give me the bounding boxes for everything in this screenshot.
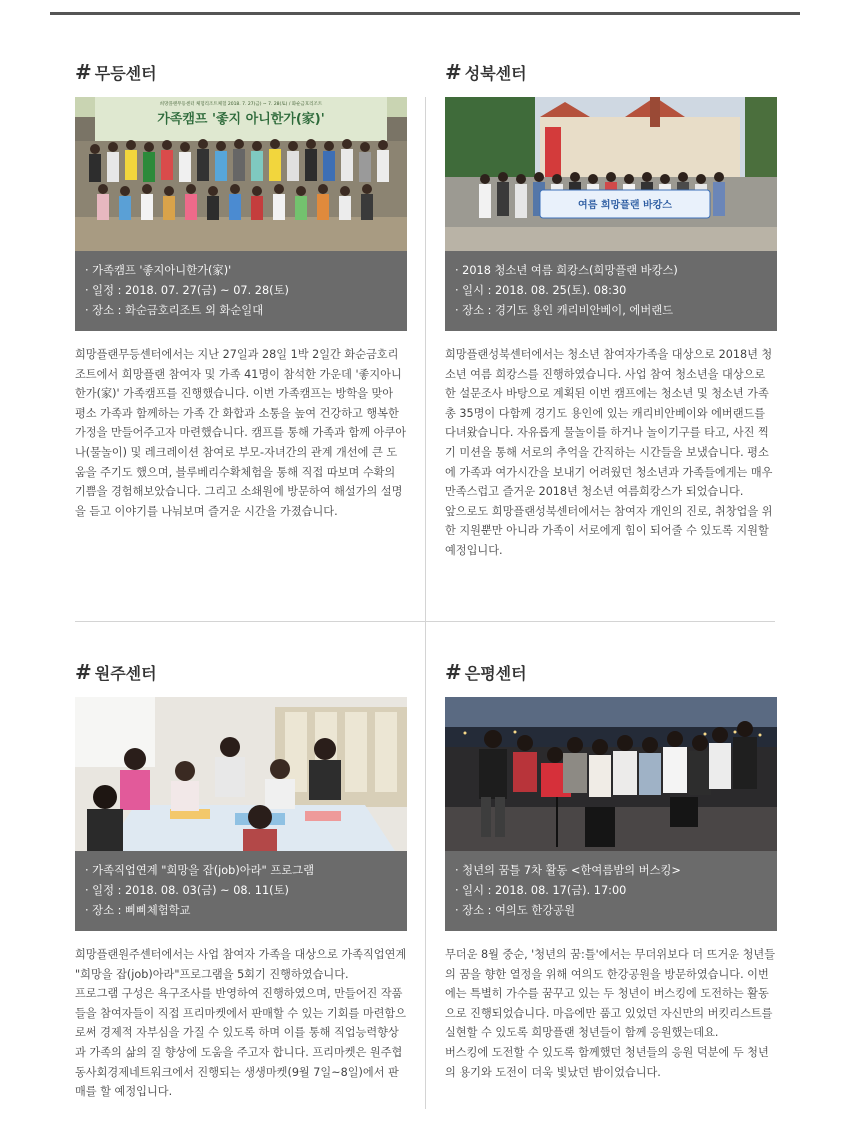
article-paragraph: 희망플랜성북센터에서는 청소년 참여자가족을 대상으로 2018년 청소년 여름 희캉스를 진행하였습니다. 사업 참여 청소년을 대상으로 한 설문조사 바탕으로 계획된 이번 캠프에는 청소년 및 청소년 가족 총 35명이 다함께 경기도 용인에 있는 캐리비안베이와 에버랜드를 다녀왔습니다. 자유롭게 물놀이를 하거나 놀이기구를 타고, 사진 찍기 미션을 통해 서로의 추억을 간직하는 시간들을 보냈습니다. 평소에 가족과 여가시간을 보내기 어려웠던 청소년과 가족들에게는 매우 만족스럽고 즐거운 2018년 청소년 여름희캉스가 되었습니다. [445, 348, 773, 499]
photo-caption [75, 851, 407, 931]
caption-line: · 장소 : 화순금호리조트 외 화순일대 [85, 304, 264, 317]
section-wonju [75, 658, 407, 1102]
photo-busking-night [445, 697, 777, 851]
row-divider [75, 621, 775, 622]
article-paragraph: 버스킹에 도전할 수 있도록 함께했던 청년들의 응원 덕분에 두 청년의 용기와 도전이 더욱 빛났던 밤이었습니다. [445, 1045, 769, 1079]
caption-line: · 일시 : 2018. 08. 17(금). 17:00 [455, 884, 627, 897]
section-seongbuk [445, 58, 777, 561]
banner-top-text: 희망플랜무등센터 체험리조트체험 2018. 7. 27(금) ~ 7. 28(토) / 화순금호리조트 [159, 102, 323, 107]
caption-line: · 장소 : 여의도 한강공원 [455, 904, 575, 917]
article-body [445, 345, 777, 561]
section-eunpyeong [445, 658, 777, 1082]
hash-mark: # [75, 660, 92, 684]
section-mudeung [75, 58, 407, 521]
caption-line: · 일정 : 2018. 08. 03(금) ~ 08. 11(토) [85, 884, 289, 897]
caption-line: · 장소 : 삐삐체험학교 [85, 904, 191, 917]
family-camp-photo [75, 97, 407, 251]
caption-line: · 일시 : 2018. 08. 25(토). 08:30 [455, 284, 627, 297]
busking-night-photo [445, 697, 777, 851]
caption-line: · 청년의 꿈틀 7차 활동 <한여름밤의 버스킹> [455, 864, 681, 877]
hash-mark: # [75, 60, 92, 84]
section-title [75, 58, 407, 86]
top-rule [50, 12, 800, 15]
section-title [75, 658, 407, 686]
article-paragraph: 희망플랜원주센터에서는 사업 참여자 가족을 대상으로 가족직업연계 "희망을 잡(job)아라"프로그램을 5회기 진행하였습니다. [75, 948, 407, 981]
section-title-text: 원주센터 [94, 664, 157, 683]
caption-line: · 일정 : 2018. 07. 27(금) ~ 07. 28(토) [85, 284, 289, 297]
section-title-text: 성북센터 [464, 64, 527, 83]
article-paragraph: 희망플랜무등센터에서는 지난 27일과 28일 1박 2일간 화순금호리조트에서 희망플랜 참여자 및 가족 41명이 참석한 가운데 '좋지아니한가(家)' 가족캠프를 진행했습니다. 이번 가족캠프는 방학을 맞아 평소 가족과 함께하는 가족 간 화합과 소통을 높여 건강하고 행복한 가정을 만들어주고자 마련했습니다. 캠프를 통해 가족과 함께 아쿠아나(물놀이) 및 레크레이션 참여로 부모-자녀간의 관계 개선에 큰 도움을 주기도 했으며, 블루베리수확체험을 통해 직접 따보며 수확의 기쁨을 경험해보았습니다. 그리고 소쇄원에 방문하여 해설가의 설명을 듣고 이야기를 나눠보며 즐거운 시간을 가졌습니다. [75, 348, 407, 518]
caption-line: · 장소 : 경기도 용인 캐리비안베이, 에버랜드 [455, 304, 674, 317]
caption-line: · 가족캠프 '좋지아니한가(家)' [85, 264, 232, 277]
hash-mark: # [445, 660, 462, 684]
banner-main-text: 가족캠프 '좋지 아니한가(家)' [157, 112, 325, 127]
section-title [445, 658, 777, 686]
caption-line: · 2018 청소년 여름 희캉스(희망플랜 바캉스) [455, 264, 678, 277]
article-body [75, 945, 407, 1102]
summer-vacance-photo [445, 97, 777, 251]
photo-caption [75, 251, 407, 331]
article-body [75, 345, 407, 521]
banner-text: 여름 희망플랜 바캉스 [578, 200, 672, 211]
photo-family-camp [75, 97, 407, 251]
caption-line: · 가족직업연계 "희망을 잡(job)아라" 프로그램 [85, 864, 314, 877]
section-title-text: 은평센터 [464, 664, 527, 683]
photo-caption [445, 251, 777, 331]
article-paragraph: 프로그램 구성은 욕구조사를 반영하여 진행하였으며, 만들어진 작품들을 참여자들이 직접 프리마켓에서 판매할 수 있는 기회를 마련함으로써 경제적 자부심을 가질 수 있도록 하며 이를 통해 직업능력향상과 가족의 삶의 질 향상에 도움을 주고자 합니다. 프리마켓은 원주협동사회경제네트워크에서 진행되는 생생마켓(9월 7일~8일)에서 판매를 할 예정입니다. [75, 987, 407, 1099]
hash-mark: # [445, 60, 462, 84]
photo-craft-workshop [75, 697, 407, 851]
section-title [445, 58, 777, 86]
craft-workshop-photo [75, 697, 407, 851]
section-title-text: 무등센터 [94, 64, 157, 83]
column-divider [425, 97, 426, 1109]
article-body [445, 945, 777, 1082]
photo-caption [445, 851, 777, 931]
article-paragraph: 앞으로도 희망플랜성북센터에서는 참여자 개인의 진로, 취창업을 위한 지원뿐만 아니라 가족이 서로에게 힘이 되어줄 수 있도록 지원할 예정입니다. [445, 504, 773, 557]
article-paragraph: 무더운 8월 중순, '청년의 꿈:틀'에서는 무더위보다 더 뜨거운 청년들의 꿈을 향한 열정을 위해 여의도 한강공원을 방문하였습니다. 이번에는 특별히 가수를 꿈꾸고 있는 두 청년이 버스킹에 도전하는 활동으로 진행되었습니다. 마음에만 품고 있었던 자신만의 버킷리스트를 실현할 수 있도록 희망플랜 청년들이 함께 응원했는데요. [445, 948, 776, 1040]
photo-summer-vacance [445, 97, 777, 251]
